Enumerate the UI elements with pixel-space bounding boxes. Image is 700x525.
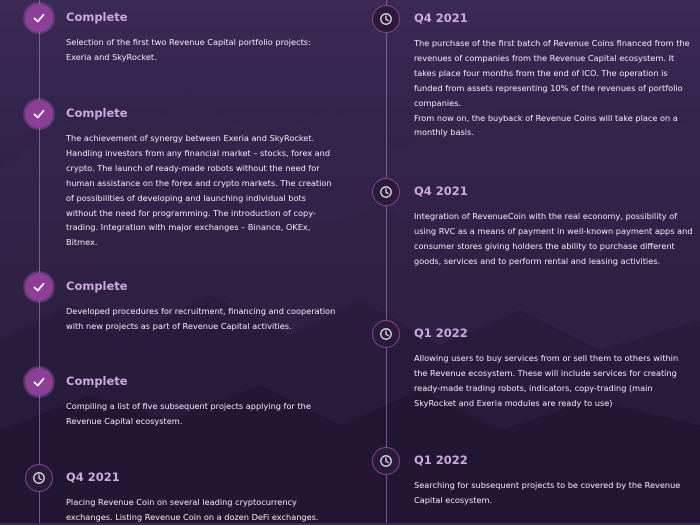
milestone-title: Q4 2021 — [414, 11, 468, 25]
milestone-description — [66, 35, 338, 65]
milestone-paragraph: Developed procedures for recruitment, financing and cooperation with new projects as part of Revenue Capital activities. — [66, 306, 336, 331]
complete-badge — [25, 4, 53, 32]
milestone-description — [66, 304, 338, 334]
clock-icon — [32, 471, 46, 485]
complete-badge — [25, 273, 53, 301]
check-icon — [32, 107, 46, 121]
timeline-line — [386, 0, 387, 523]
pending-badge — [25, 464, 53, 492]
milestone-title: Q1 2022 — [414, 326, 468, 340]
pending-badge — [372, 5, 400, 33]
milestone-description — [66, 131, 338, 250]
check-icon — [32, 375, 46, 389]
clock-icon — [379, 327, 393, 341]
milestone-title: Q4 2021 — [414, 184, 468, 198]
milestone-description — [414, 209, 694, 269]
milestone-paragraph: The purchase of the first batch of Revenue Coins financed from the revenues of companies from the Revenue Capital ecosystem. It takes place four months from the end of ICO. The operation is funded from assets representing 10% of the revenues of portfolio companies. — [414, 38, 690, 108]
milestone-title: Complete — [66, 374, 128, 388]
milestone-description — [414, 36, 694, 140]
milestone-title: Q1 2022 — [414, 453, 468, 467]
milestone-title: Complete — [66, 10, 128, 24]
milestone-paragraph: Selection of the first two Revenue Capital portfolio projects: Exeria and SkyRocket. — [66, 37, 311, 62]
milestone-description — [414, 351, 694, 411]
complete-badge — [25, 100, 53, 128]
milestone-description — [414, 478, 694, 508]
timeline-line — [39, 0, 40, 523]
milestone-description — [66, 399, 338, 429]
milestone-paragraph: Searching for subsequent projects to be covered by the Revenue Capital ecosystem. — [414, 480, 681, 505]
complete-badge — [25, 368, 53, 396]
milestone-paragraph: The achievement of synergy between Exeria and SkyRocket. Handling investors from any financial market – stocks, forex and crypto. The launch of ready-made robots without the need for human assistance on the forex and crypto markets. The creation of possibilities of developing and launching individual bots without the need for programming. The introduction of copy-trading. Integration with major exchanges – Binance, OKEx, Bitmex. — [66, 133, 332, 248]
timeline-right — [360, 0, 700, 523]
pending-badge — [372, 447, 400, 475]
check-icon — [32, 280, 46, 294]
milestone-description — [66, 495, 338, 525]
milestone-paragraph: Placing Revenue Coin on several leading cryptocurrency exchanges. Listing Revenue Coin on a dozen DeFi exchanges. — [66, 497, 319, 522]
milestone-paragraph: Allowing users to buy services from or sell them to others within the Revenue ecosystem. These will include services for creating ready-made trading robots, indicators, copy-trading (main SkyRocket and Exeria modules are ready to use) — [414, 353, 679, 408]
check-icon — [32, 11, 46, 25]
milestone-paragraph: Compiling a list of five subsequent projects applying for the Revenue Capital ecosystem. — [66, 401, 311, 426]
milestone-title: Q4 2021 — [66, 470, 120, 484]
milestone-paragraph: Integration of RevenueCoin with the real economy, possibility of using RVC as a means of payment in well-known payment apps and consumer stores giving holders the ability to purchase different goods, services and to perform rental and leasing activities. — [414, 211, 693, 266]
pending-badge — [372, 178, 400, 206]
milestone-title: Complete — [66, 106, 128, 120]
pending-badge — [372, 320, 400, 348]
milestone-title: Complete — [66, 279, 128, 293]
milestone-paragraph: From now on, the buyback of Revenue Coins will take place on a monthly basis. — [414, 112, 678, 138]
clock-icon — [379, 12, 393, 26]
clock-icon — [379, 185, 393, 199]
clock-icon — [379, 454, 393, 468]
